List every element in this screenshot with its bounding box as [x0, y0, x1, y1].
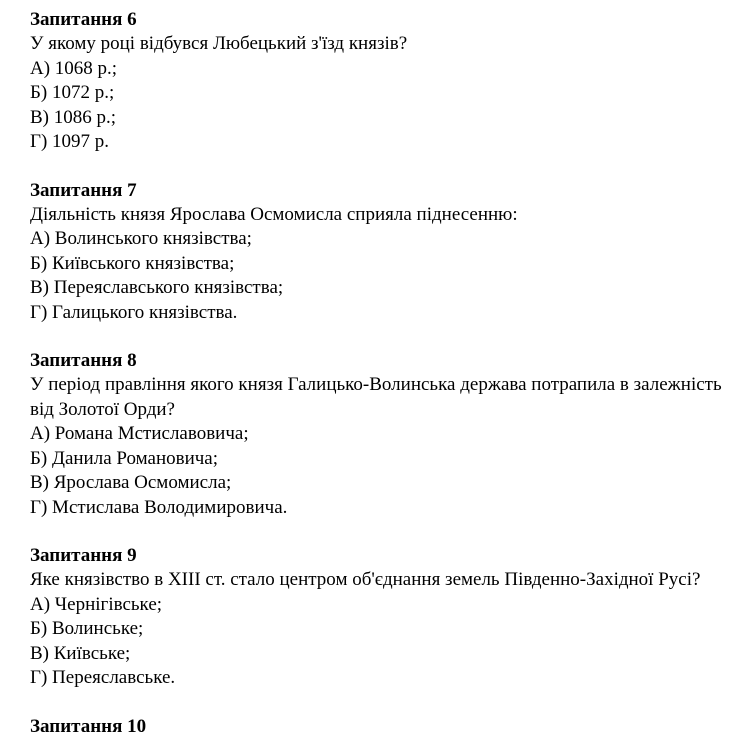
- answer-option: А) Волинського князівства;: [30, 228, 252, 249]
- answer-option: Г) 1097 р.: [30, 131, 110, 152]
- quiz-document: [30, 8, 742, 739]
- question-text: Діяльність князя Ярослава Осмомисла сприяла піднесенню:: [30, 203, 518, 225]
- question-title: Запитання 8: [30, 350, 137, 371]
- question-text: Яке князівство в ХІІІ ст. стало центром об'єднання земель Південно-Західної Русі?: [30, 569, 701, 590]
- question-title: Запитання 7: [30, 179, 137, 201]
- answer-option: В) Переяславського князівства;: [30, 277, 284, 298]
- answer-list: [30, 227, 742, 325]
- question-9: [30, 544, 742, 691]
- question-8: [30, 349, 742, 520]
- question-title: Запитання 6: [30, 9, 137, 30]
- answer-option: Г) Переяславське.: [30, 667, 176, 688]
- answer-option: Б) Київського князівства;: [30, 252, 235, 274]
- answer-option: В) 1086 р.;: [30, 106, 117, 128]
- next-question-title: Запитання 10: [30, 715, 147, 737]
- answer-option: А) Романа Мстиславовича;: [30, 423, 249, 444]
- answer-option: Б) Данила Романовича;: [30, 447, 219, 469]
- answer-option: А) 1068 р.;: [30, 57, 118, 79]
- answer-option: Г) Мстислава Володимировича.: [30, 496, 288, 518]
- answer-option: Б) 1072 р.;: [30, 82, 115, 103]
- answer-option: А) Чернігівське;: [30, 593, 163, 615]
- question-6: [30, 8, 742, 155]
- question-text: У якому році відбувся Любецький з'їзд князів?: [30, 33, 408, 54]
- answer-option: Г) Галицького князівства.: [30, 301, 238, 323]
- answer-option: В) Ярослава Осмомисла;: [30, 472, 232, 493]
- question-7: [30, 179, 742, 326]
- answer-option: В) Київське;: [30, 642, 131, 664]
- question-text: У період правління якого князя Галицько-Волинська держава потрапила в залежність від Золотої Орди?: [30, 374, 722, 420]
- answer-list: [30, 593, 742, 691]
- answer-list: [30, 422, 742, 520]
- question-title: Запитання 9: [30, 545, 137, 566]
- answer-list: [30, 57, 742, 155]
- answer-option: Б) Волинське;: [30, 618, 144, 639]
